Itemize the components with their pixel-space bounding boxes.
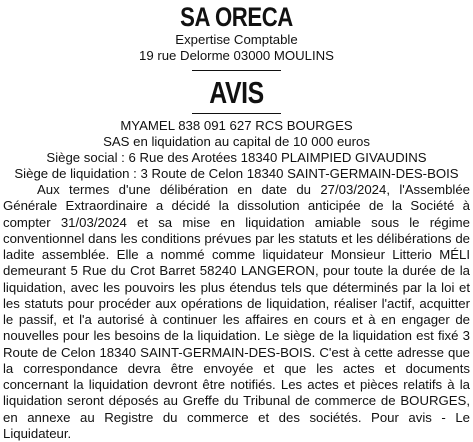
firm-name: SA ORECA <box>180 2 293 32</box>
company-capital: SAS en liquidation au capital de 10 000 euros <box>103 134 370 149</box>
registered-office: Siège social : 6 Rue des Arotées 18340 PLAIMPIED GIVAUDINS <box>46 150 427 165</box>
divider-bottom <box>192 113 281 114</box>
notice-body: Aux termes d'une délibération en date du 27/03/2024, l'Assemblée Générale Extraordinaire a décidé la dissolution anticipée de la Société à compter 31/03/2024 et sa mise en liquidation amiable sous le régime conventionnel dans les conditions prévues par les statuts et les délibérations de ladite assemblée. Elle a nommé comme liquidateur Monsieur Litterio MÉLI demeurant 5 Rue du Crot Barret 58240 LANGERON, pour toute la durée de la liquidation, avec les pouvoirs les plus étendus tels que déterminés par la loi et les statuts pour procéder aux opérations de liquidation, réaliser l'actif, acquitter le passif, et l'a autorisé à continuer les affaires en cours et à en engager de nouvelles pour les besoins de la liquidation. Le siège de la liquidation est fixé 3 Route de Celon 18340 SAINT-GERMAIN-DES-BOIS. C'est à cette adresse que la correspondance devra être envoyée et que les actes et documents concernant la liquidation devront être notifiés. Les actes et pièces relatifs à la liquidation seront déposés au Greffe du Tribunal de commerce de BOURGES, en annexe au Registre du commerce et des sociétés. Pour avis - Le Liquidateur. <box>3 182 470 441</box>
notice-title: AVIS <box>209 75 264 110</box>
liquidation-office: Siège de liquidation : 3 Route de Celon 18340 SAINT-GERMAIN-DES-BOIS <box>14 166 459 181</box>
divider-top <box>192 70 281 71</box>
company-identity: MYAMEL 838 091 627 RCS BOURGES <box>120 118 353 133</box>
firm-address: 19 rue Delorme 03000 MOULINS <box>139 48 334 63</box>
firm-activity: Expertise Comptable <box>175 32 298 47</box>
